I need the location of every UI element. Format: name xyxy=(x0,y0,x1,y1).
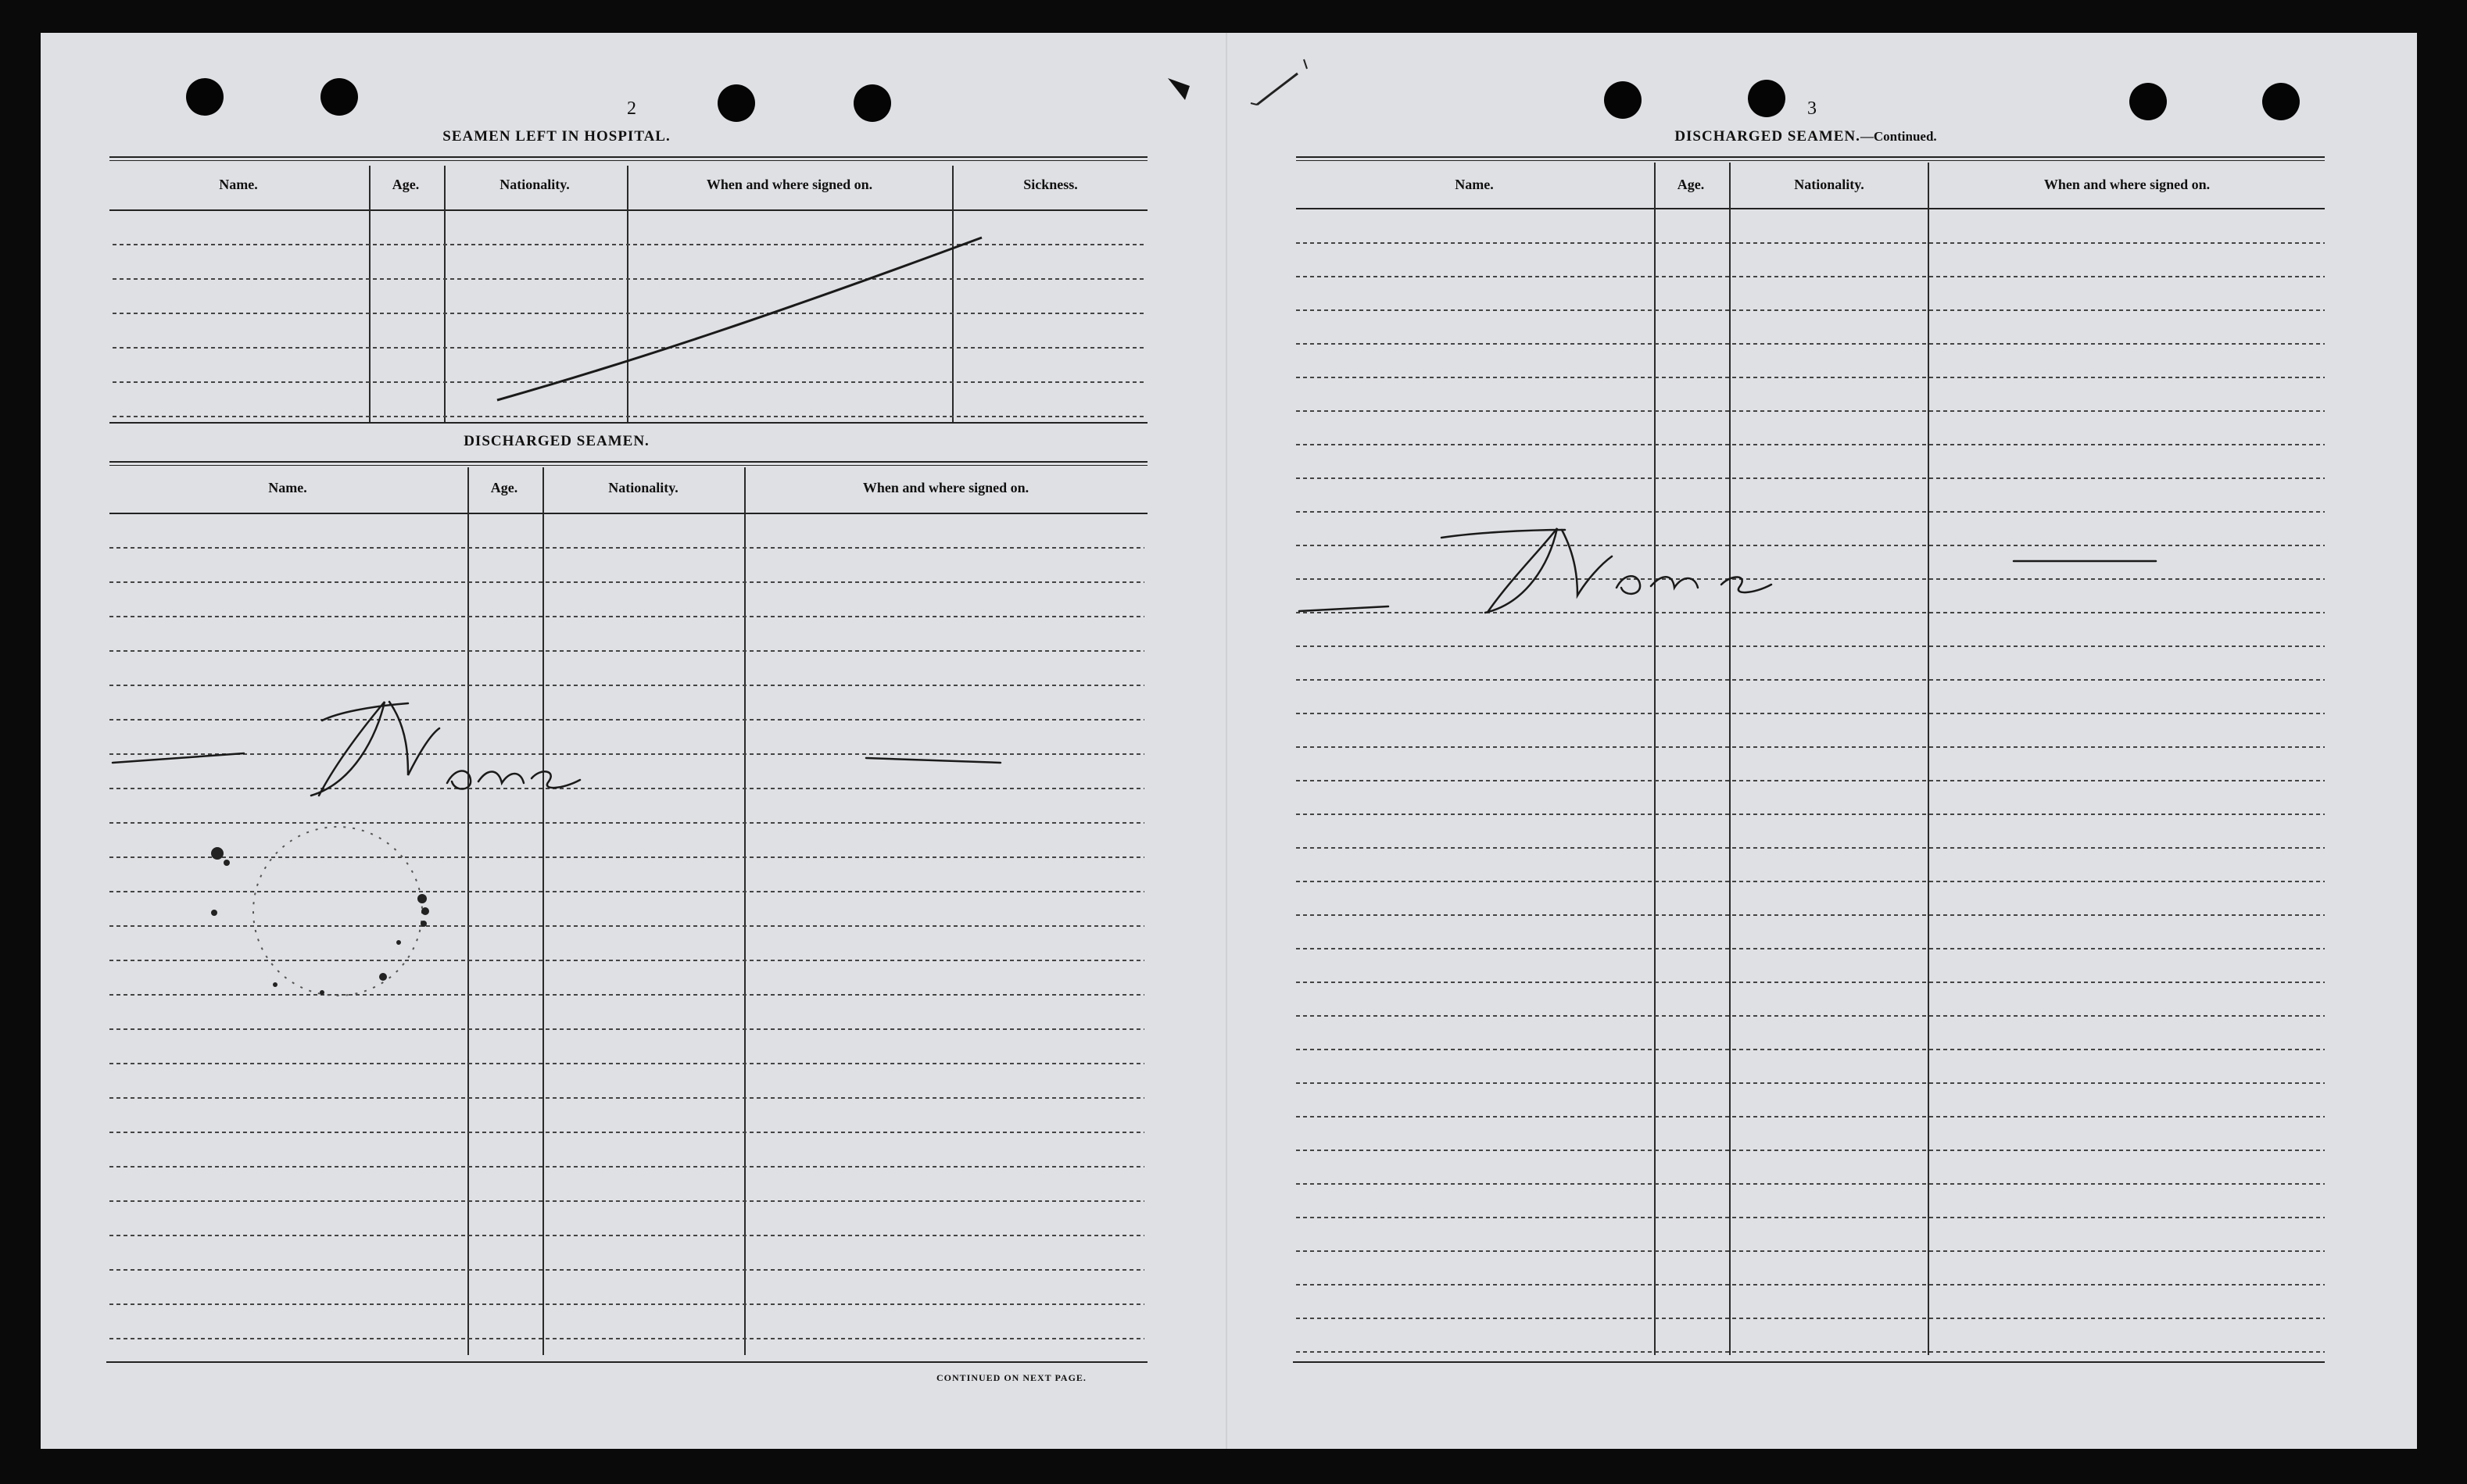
column-header-age: Age. xyxy=(1677,177,1705,192)
column-header-age: Age. xyxy=(490,480,518,495)
continued-note: CONTINUED ON NEXT PAGE. xyxy=(936,1372,1087,1383)
column-header-name: Name. xyxy=(1455,177,1494,192)
handwritten-none-right xyxy=(1299,528,2156,613)
handwriting-overlay xyxy=(41,33,2417,1449)
document-sheet xyxy=(41,33,2417,1449)
hospital-section-title: SEAMEN LEFT IN HOSPITAL. xyxy=(442,128,671,145)
strike-line xyxy=(497,238,982,400)
section-title-suffix: —Continued. xyxy=(1860,129,1937,144)
column-header-nationality: Nationality. xyxy=(608,480,679,495)
column-header-signed-on: When and where signed on. xyxy=(862,480,1029,495)
column-header-sickness: Sickness. xyxy=(1023,177,1078,192)
section-title-text: DISCHARGED SEAMEN. xyxy=(1674,128,1860,145)
handwritten-none-left xyxy=(113,702,1001,796)
column-header-signed-on: When and where signed on. xyxy=(706,177,873,192)
column-header-nationality: Nationality. xyxy=(1794,177,1864,192)
ink-stamp-mark xyxy=(211,827,429,996)
page-number: 2 xyxy=(627,98,636,119)
column-header-name: Name. xyxy=(268,480,307,495)
column-header-nationality: Nationality. xyxy=(499,177,570,192)
column-header-name: Name. xyxy=(219,177,258,192)
page-number: 3 xyxy=(1807,98,1817,119)
ink-mark xyxy=(1168,59,1307,105)
column-header-signed-on: When and where signed on. xyxy=(2043,177,2211,192)
discharged-section-title: DISCHARGED SEAMEN. xyxy=(464,433,650,449)
column-header-age: Age. xyxy=(392,177,420,192)
